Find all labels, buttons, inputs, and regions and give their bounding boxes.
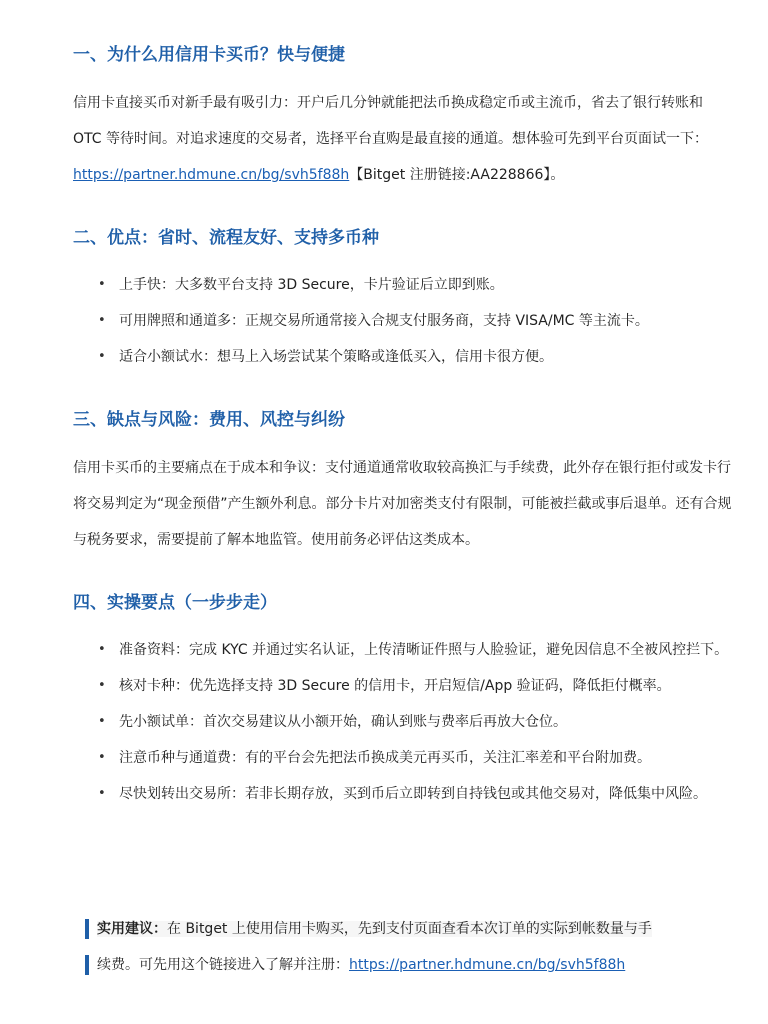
list-item: • 适合小额试水：想马上入场尝试某个策略或逢低买入，信用卡很方便。 bbox=[98, 339, 738, 375]
section-4-list bbox=[98, 632, 738, 812]
list-item: • 可用牌照和通道多：正规交易所通常接入合规支付服务商，支持 VISA/MC 等主流卡。 bbox=[98, 303, 738, 339]
tip-label: 实用建议： bbox=[97, 921, 167, 937]
section-1-text: 信用卡直接买币对新手最有吸引力：开户后几分钟就能把法币换成稳定币或主流币，省去了银行转账和 OTC 等待时间。对追求速度的交易者，选择平台直购是最直接的通道。想体验可先到平台页面试一下： bbox=[73, 95, 708, 147]
partner-link[interactable]: https://partner.hdmune.cn/bg/svh5f88h bbox=[73, 167, 350, 183]
section-1-paragraph bbox=[73, 85, 733, 193]
tip-partner-link[interactable]: https://partner.hdmune.cn/bg/svh5f88h bbox=[349, 957, 626, 973]
list-item: • 上手快：大多数平台支持 3D Secure，卡片验证后立即到账。 bbox=[98, 267, 738, 303]
section-1-suffix: 【Bitget 注册链接:AA228866】。 bbox=[349, 167, 565, 183]
tip-callout-line-2 bbox=[85, 947, 725, 983]
list-item: • 注意币种与通道费：有的平台会先把法币换成美元再买币，关注汇率差和平台附加费。 bbox=[98, 740, 738, 776]
section-2-list bbox=[98, 267, 738, 375]
section-3-paragraph: 信用卡买币的主要痛点在于成本和争议：支付通道通常收取较高换汇与手续费，此外存在银行拒付或发卡行将交易判定为“现金预借”产生额外利息。部分卡片对加密类支付有限制，可能被拦截或事后退单。还有合规与税务要求，需要提前了解本地监管。使用前务必评估这类成本。 bbox=[73, 460, 732, 548]
tip-text-1: 在 Bitget 上使用信用卡购买，先到支付页面查看本次订单的实际到帐数量与手 bbox=[167, 921, 652, 937]
section-1-heading: 一、为什么用信用卡买币？快与便捷 bbox=[73, 45, 345, 65]
tip-callout-line-1 bbox=[85, 911, 725, 947]
section-3-heading: 三、缺点与风险：费用、风控与纠纷 bbox=[73, 410, 345, 430]
tip-text-2: 续费。可先用这个链接进入了解并注册： bbox=[97, 957, 349, 973]
section-2-heading: 二、优点：省时、流程友好、支持多币种 bbox=[73, 228, 379, 248]
list-item: • 尽快划转出交易所：若非长期存放，买到币后立即转到自持钱包或其他交易对，降低集中风险。 bbox=[98, 776, 738, 812]
list-item: • 先小额试单：首次交易建议从小额开始，确认到账与费率后再放大仓位。 bbox=[98, 704, 738, 740]
list-item: • 准备资料：完成 KYC 并通过实名认证，上传清晰证件照与人脸验证，避免因信息不全被风控拦下。 bbox=[98, 632, 738, 668]
section-4-heading: 四、实操要点（一步步走） bbox=[73, 593, 277, 613]
list-item: • 核对卡种：优先选择支持 3D Secure 的信用卡，开启短信/App 验证码，降低拒付概率。 bbox=[98, 668, 738, 704]
tip-callout bbox=[85, 911, 725, 983]
